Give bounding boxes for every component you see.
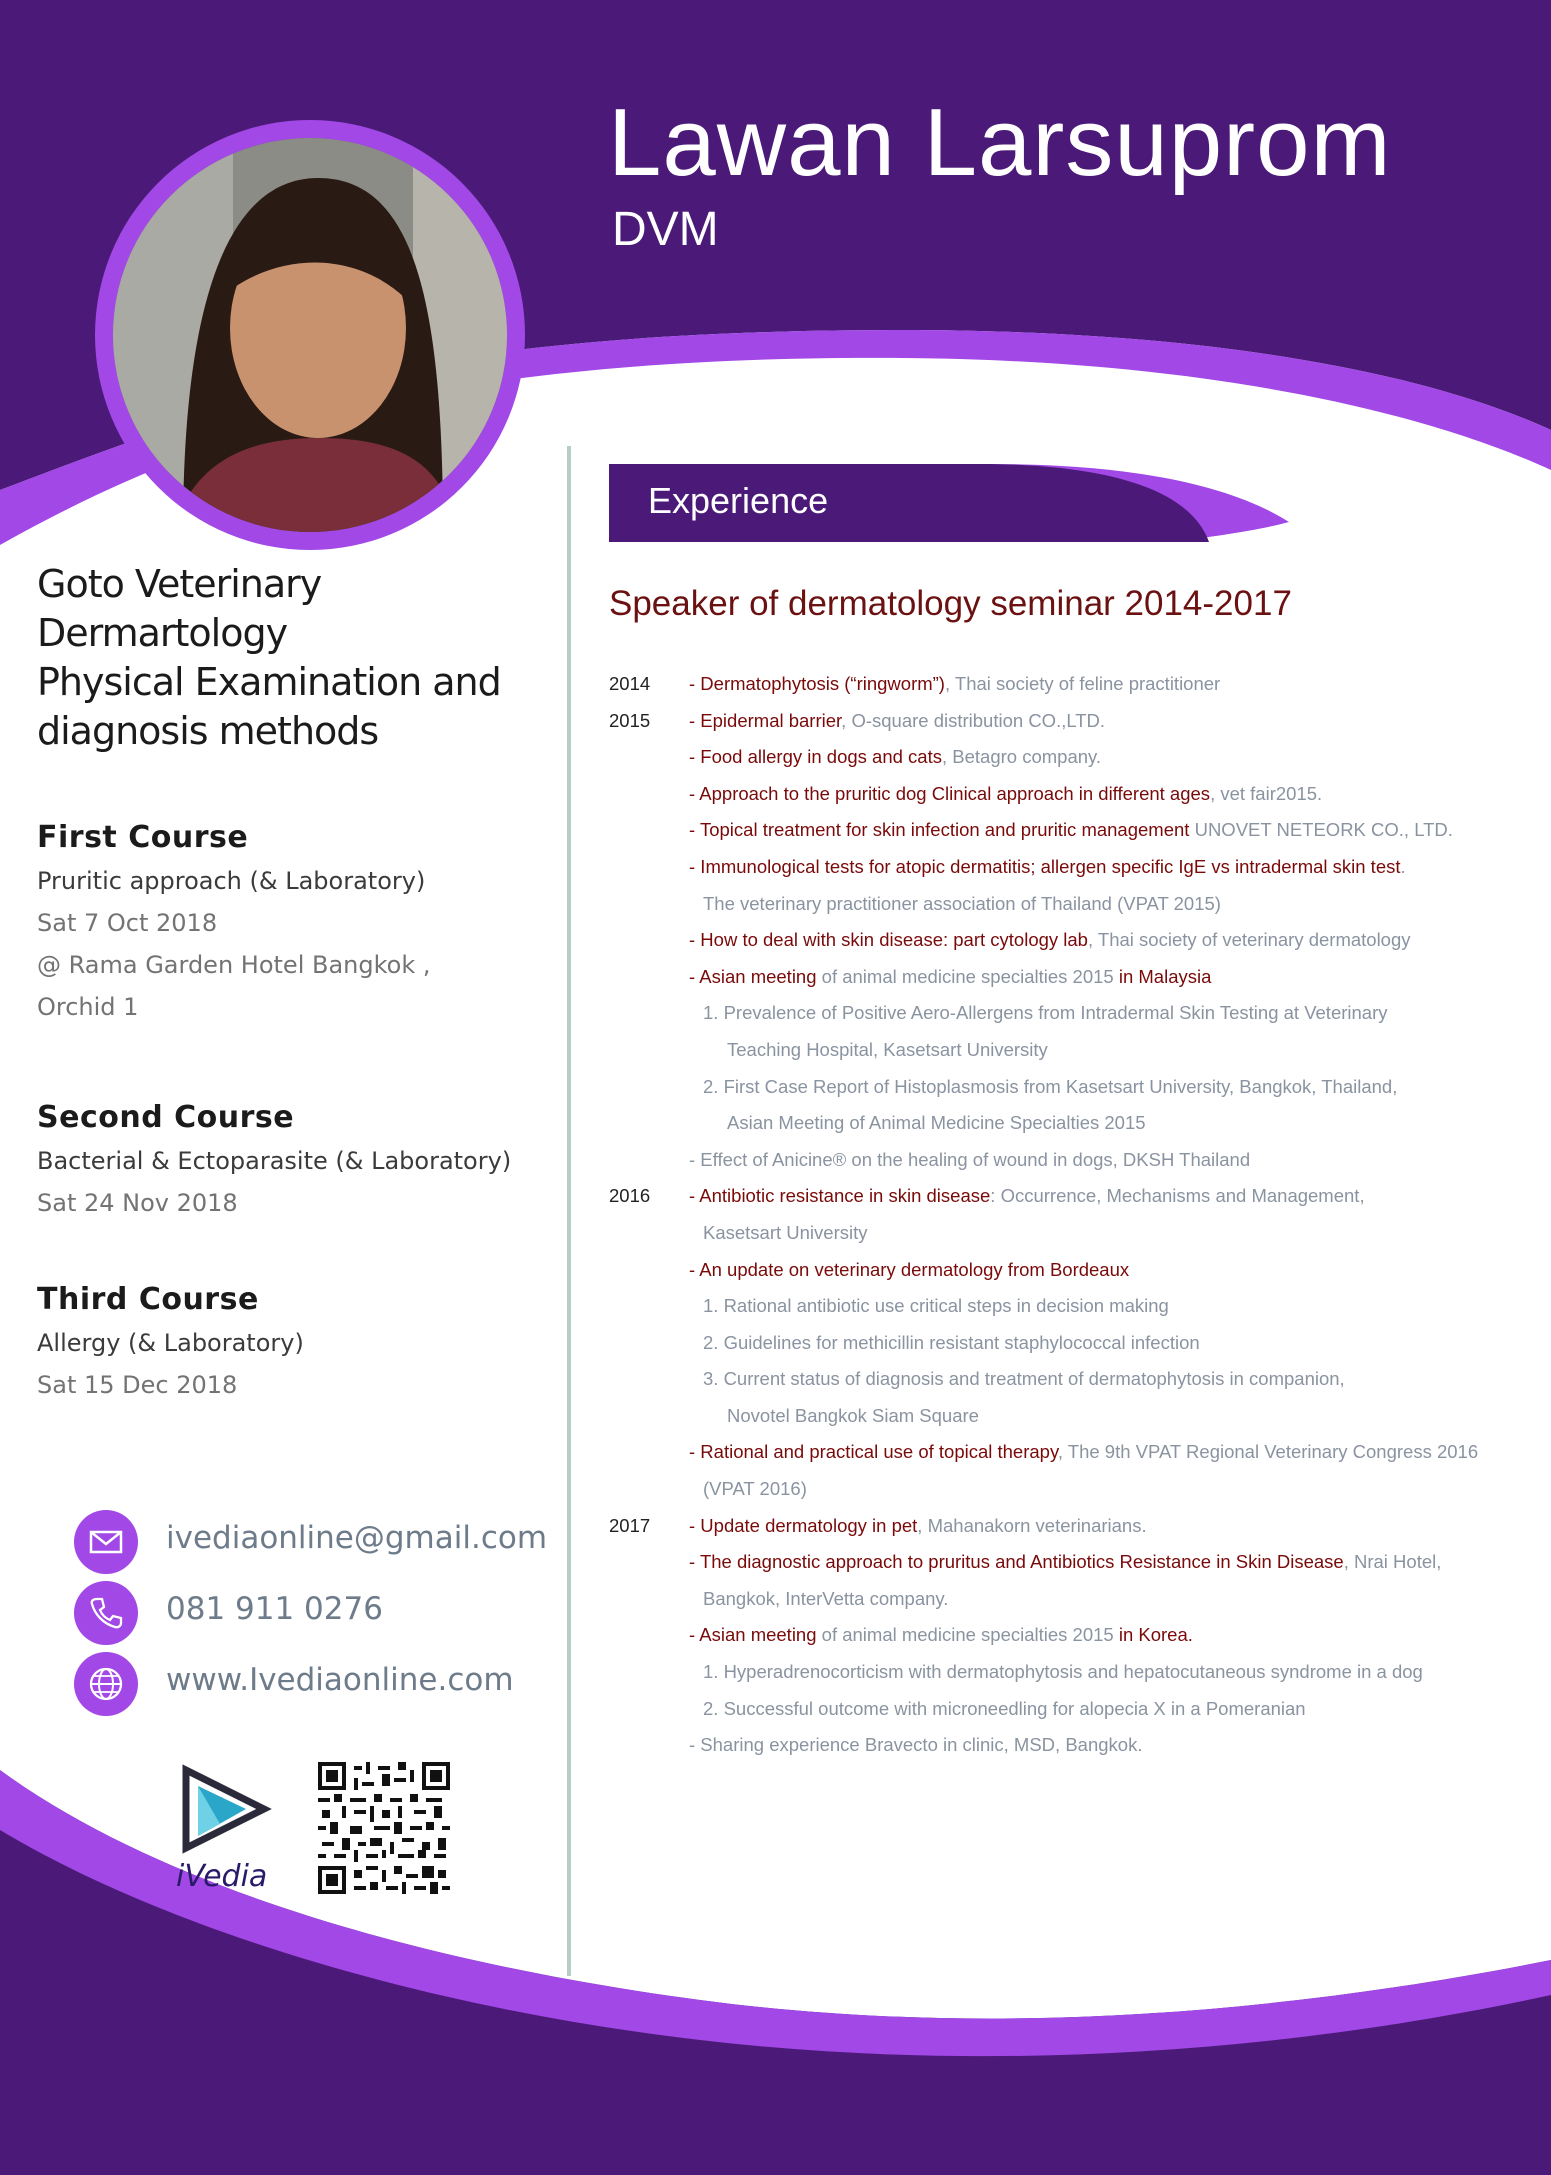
course-heading: First Course (37, 820, 249, 855)
entry-detail: Novotel Bangkok Siam Square (727, 1404, 979, 1426)
entry-detail: , Thai society of veterinary dermatology (1087, 929, 1411, 951)
timeline-entry (727, 1398, 979, 1435)
timeline-entry (703, 1215, 868, 1252)
entry-topic: - Topical treatment for skin infection and pruritic management (689, 819, 1190, 841)
entry-detail: (VPAT 2016) (703, 1478, 807, 1500)
timeline-entry (703, 1654, 1423, 1691)
timeline-year: 2015 (609, 709, 651, 731)
entry-detail: Teaching Hospital, Kasetsart University (727, 1038, 1048, 1060)
course-title-line: Physical Examination and (37, 660, 501, 704)
contact-email[interactable] (74, 1510, 554, 1574)
timeline-row (609, 1105, 1539, 1142)
timeline-entry (689, 739, 1101, 776)
entry-topic: - Asian meeting (689, 965, 817, 987)
entry-detail: , Thai society of feline practitioner (944, 673, 1221, 694)
entry-detail: , Mahanakorn veterinarians. (917, 1514, 1147, 1536)
course-subtitle: Pruritic approach (& Laboratory) (37, 867, 426, 895)
entry-detail: . (1400, 855, 1406, 877)
timeline-row (609, 1508, 1539, 1545)
entry-detail: Kasetsart University (703, 1221, 868, 1243)
timeline-row (609, 1361, 1539, 1398)
timeline-entry (689, 1252, 1129, 1289)
timeline-row (609, 1691, 1539, 1728)
timeline-row (609, 776, 1539, 813)
entry-detail: 2. Guidelines for methicillin resistant staphylococcal infection (703, 1331, 1200, 1353)
timeline-row (609, 1288, 1539, 1325)
experience-heading: Experience (648, 480, 829, 521)
timeline-entry (689, 1142, 1250, 1179)
entry-detail: 1. Prevalence of Positive Aero-Allergens from Intradermal Skin Testing at Veterinary (703, 1002, 1388, 1024)
entry-detail: of animal medicine specialties 2015 (816, 1624, 1119, 1646)
course-venue: @ Rama Garden Hotel Bangkok , (37, 951, 431, 979)
timeline-row (609, 886, 1539, 923)
entry-detail: - Sharing experience Bravecto in clinic, MSD, Bangkok. (689, 1734, 1143, 1756)
timeline-row (609, 959, 1539, 996)
column-divider (567, 446, 571, 1976)
entry-detail: Asian Meeting of Animal Medicine Specialties 2015 (727, 1112, 1146, 1134)
timeline-row (609, 1215, 1539, 1252)
entry-topic: - Antibiotic resistance in skin disease (689, 1185, 991, 1207)
timeline-entry (703, 1288, 1169, 1325)
contact-phone[interactable] (74, 1581, 554, 1645)
timeline-row (609, 1069, 1539, 1106)
email-text[interactable]: ivediaonline@gmail.com (166, 1520, 548, 1556)
entry-detail: UNOVET NETEORK CO., LTD. (1189, 819, 1453, 841)
timeline-row (609, 1581, 1539, 1618)
timeline-entry (727, 1105, 1146, 1142)
timeline-year: 2017 (609, 1514, 651, 1536)
entry-topic: - An update on veterinary dermatology from Bordeaux (689, 1258, 1130, 1280)
course-title-line: diagnosis methods (37, 709, 379, 753)
entry-detail: : Occurrence, Mechanisms and Management, (990, 1185, 1365, 1207)
course-date: Sat 24 Nov 2018 (37, 1189, 238, 1217)
entry-detail: 1. Rational antibiotic use critical steps in decision making (703, 1295, 1169, 1317)
course-date: Sat 15 Dec 2018 (37, 1371, 238, 1399)
timeline-entry (689, 1727, 1142, 1764)
timeline-row (609, 703, 1539, 740)
entry-topic: - Approach to the pruritic dog Clinical approach in different ages (689, 782, 1211, 804)
entry-topic: - Update dermatology in pet (689, 1514, 918, 1536)
entry-detail: , vet fair2015. (1210, 782, 1323, 804)
entry-detail: , O-square distribution CO.,LTD. (841, 709, 1106, 731)
timeline-entry (689, 849, 1406, 886)
timeline-row (609, 739, 1539, 776)
phone-icon (74, 1581, 138, 1645)
timeline-entry (689, 776, 1322, 813)
timeline-row (609, 1252, 1539, 1289)
phone-text[interactable]: 081 911 0276 (166, 1591, 383, 1627)
second-course (37, 1096, 557, 1224)
timeline-row (609, 1434, 1539, 1471)
timeline-row (609, 666, 1539, 703)
person-degree: DVM (612, 203, 719, 256)
entry-detail: 2. First Case Report of Histoplasmosis from Kasetsart University, Bangkok, Thailand, (703, 1075, 1398, 1097)
entry-topic: - How to deal with skin disease: part cytology lab (689, 929, 1088, 951)
timeline-entry (703, 1471, 807, 1508)
timeline-entry (703, 1691, 1306, 1728)
course-title (37, 560, 557, 756)
timeline-row (609, 1471, 1539, 1508)
entry-detail: , The 9th VPAT Regional Veterinary Congress 2016 (1057, 1441, 1479, 1463)
timeline-row (609, 1727, 1539, 1764)
course-heading: Second Course (37, 1100, 295, 1135)
entry-detail: of animal medicine specialties 2015 (816, 965, 1119, 987)
logo-text: iVedia (176, 1859, 268, 1894)
timeline-row (609, 995, 1539, 1032)
timeline-row (609, 1398, 1539, 1435)
timeline-entry (703, 1361, 1345, 1398)
course-subtitle: Allergy (& Laboratory) (37, 1329, 304, 1357)
timeline-row (609, 922, 1539, 959)
timeline-row (609, 1654, 1539, 1691)
timeline-entry (689, 922, 1411, 959)
timeline-year: 2014 (609, 673, 651, 694)
entry-location: in Korea. (1118, 1624, 1193, 1646)
timeline-row (609, 1032, 1539, 1069)
timeline-year: 2016 (609, 1185, 651, 1207)
entry-detail: 1. Hyperadrenocorticism with dermatophytosis and hepatocutaneous syndrome in a dog (703, 1661, 1423, 1683)
timeline-row (609, 1178, 1539, 1215)
entry-topic: - Epidermal barrier (689, 709, 842, 731)
timeline-entry (689, 1178, 1365, 1215)
course-room: Orchid 1 (37, 993, 139, 1021)
entry-topic: - The diagnostic approach to pruritus and Antibiotics Resistance in Skin Disease (689, 1551, 1344, 1573)
entry-topic: - Immunological tests for atopic dermatitis; allergen specific IgE vs intradermal skin test (689, 855, 1401, 877)
first-course (37, 816, 557, 1028)
timeline-entry (689, 1544, 1441, 1581)
experience-timeline (609, 666, 1539, 1764)
timeline-row (609, 1617, 1539, 1654)
person-name: Lawan Larsuprom (608, 89, 1392, 196)
website-text[interactable]: www.Ivediaonline.com (166, 1662, 514, 1698)
entry-detail: Bangkok, InterVetta company. (703, 1587, 949, 1609)
timeline-row (609, 1142, 1539, 1179)
timeline-row (609, 812, 1539, 849)
timeline-entry (689, 1508, 1147, 1545)
course-subtitle: Bacterial & Ectoparasite (& Laboratory) (37, 1147, 512, 1175)
contact-website[interactable] (74, 1652, 554, 1716)
timeline-entry (703, 1325, 1200, 1362)
timeline-entry (689, 703, 1105, 740)
qr-code[interactable] (318, 1762, 450, 1894)
timeline-row (609, 1325, 1539, 1362)
timeline-row (609, 849, 1539, 886)
third-course (37, 1278, 557, 1406)
timeline-row (609, 1544, 1539, 1581)
timeline-entry (727, 1032, 1048, 1069)
timeline-entry (703, 886, 1221, 923)
course-heading: Third Course (37, 1282, 259, 1317)
timeline-entry (689, 1617, 1193, 1654)
course-date: Sat 7 Oct 2018 (37, 909, 218, 937)
profile-photo (113, 138, 507, 532)
ivedia-logo (168, 1764, 278, 1894)
entry-detail: The veterinary practitioner association of Thailand (VPAT 2015) (703, 892, 1221, 914)
entry-topic: - Rational and practical use of topical therapy (689, 1441, 1058, 1463)
entry-detail: 2. Successful outcome with microneedling for alopecia X in a Pomeranian (703, 1697, 1306, 1719)
entry-topic: - Asian meeting (689, 1624, 817, 1646)
timeline-entry (703, 1581, 948, 1618)
timeline-entry (703, 995, 1388, 1032)
entry-location: in Malaysia (1118, 965, 1212, 987)
timeline-entry (689, 1434, 1478, 1471)
timeline-entry (689, 959, 1211, 996)
course-title-line: Goto Veterinary Dermartology (37, 562, 322, 655)
experience-subheading: Speaker of dermatology seminar 2014-2017 (609, 584, 1292, 623)
entry-topic: - Dermatophytosis (“ringworm”) (689, 673, 945, 694)
timeline-entry (689, 812, 1453, 849)
mail-icon (74, 1510, 138, 1574)
timeline-entry (703, 1069, 1397, 1106)
entry-detail: , Betagro company. (941, 746, 1102, 768)
globe-icon (74, 1652, 138, 1716)
timeline-entry (689, 666, 1220, 703)
entry-detail: - Effect of Anicine® on the healing of wound in dogs, DKSH Thailand (689, 1148, 1251, 1170)
entry-topic: - Food allergy in dogs and cats (689, 746, 942, 768)
entry-detail: 3. Current status of diagnosis and treatment of dermatophytosis in companion, (703, 1368, 1345, 1390)
entry-detail: , Nrai Hotel, (1343, 1551, 1442, 1573)
